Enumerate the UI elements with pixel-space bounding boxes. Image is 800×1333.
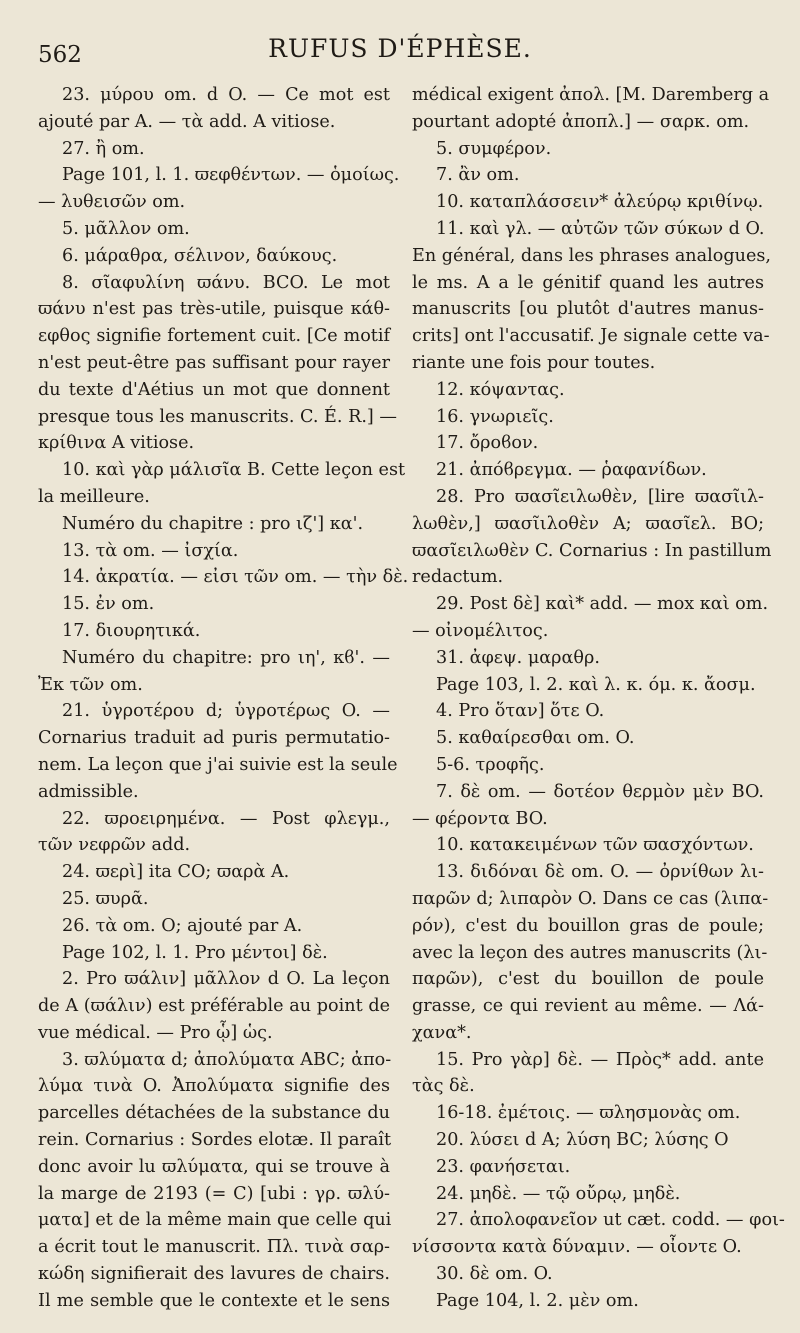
text-line: λύμα τινὰ O. Ἀπολύματα signifie des [38,1076,390,1097]
text-line: 24. ϖερὶ] ita CO; ϖαρὰ A. [62,862,290,883]
text-line: 17. ὄροϐον. [436,433,539,454]
text-line: Ἐκ τῶν om. [38,674,143,695]
text-line: 31. ἀφεψ. μαραθρ. [436,647,600,668]
text-line: admissible. [38,781,139,802]
text-line: Page 102, l. 1. Pro μέντοι] δὲ. [62,942,328,963]
text-line: 23. φανήσεται. [436,1156,571,1177]
page-header [38,30,762,70]
text-line: la meilleure. [38,486,150,507]
text-line: 14. ἀκρατία. — εἰσι τῶν om. — τὴν δὲ. [62,567,409,588]
text-line: Cornarius traduit ad puris permutatio- [38,728,390,749]
text-line: 24. μηδὲ. — τῷ οὔρῳ, μηδὲ. [436,1183,681,1204]
text-line: ματα] et de la même main que celle qui [38,1210,392,1231]
text-line: du texte d'Aétius un mot que donnent [38,379,390,400]
text-line: 16-18. ἐμέτοις. — ϖλησμονὰς om. [436,1103,741,1124]
text-line: εφθος signifie fortement cuit. [Ce motif [38,326,390,347]
text-line: 29. Post δὲ] καὶ* add. — mox καὶ om. [436,594,769,615]
text-line: — φέροντα BO. [412,808,548,829]
text-line: 7. ἂν om. [436,165,520,186]
left-column [38,82,409,1315]
text-line: 4. Pro ὅταν] ὅτε O. [436,701,605,722]
text-line: ϖασῖειλωθὲν C. Cornarius : In pastillum [412,540,772,561]
text-line: nem. La leçon que j'ai suivie est la seule [38,754,398,775]
text-line: 21. ἀπόϐρεγμα. — ῥαφανίδων. [436,460,707,481]
text-line: 5. καθαίρεσθαι om. O. [436,728,635,749]
text-line: Page 103, l. 2. καὶ λ. κ. όμ. κ. ἄοσμ. [436,674,756,695]
text-line: parcelles détachées de la substance du [38,1103,390,1124]
text-line: Page 104, l. 2. μὲν om. [436,1290,639,1311]
text-line: 5. συμφέρον. [436,138,552,159]
text-line: 8. σῖαφυλίνη ϖάνυ. BCO. Le mot [62,272,390,293]
text-line: le ms. A a le génitif quand les autres [412,272,764,293]
text-line: 2. Pro ϖάλιν] μᾶλλον d O. La leçon [62,969,390,990]
text-line: παρῶν), c'est du bouillon de poule [412,969,764,990]
text-line: 15. ἐν om. [62,594,155,615]
text-line: donc avoir lu ϖλύματα, qui se trouve à [38,1156,390,1177]
page-number: 562 [38,42,82,68]
text-line: τῶν νεφρῶν add. [38,835,191,856]
text-line: 23. μύρου om. d O. — Ce mot est [62,85,390,105]
text-line: 16. γνωριεῖς. [436,406,554,427]
text-line: de A (ϖάλιν) est préférable au point de [38,996,390,1017]
text-line: 10. καὶ γὰρ μάλισῖα B. Cette leçon est [62,460,406,481]
text-line: χανα*. [412,1022,472,1043]
text-line: 3. ϖλύματα d; ἀπολύματα ABC; ἀπο- [62,1049,392,1070]
text-line: 30. δὲ om. O. [436,1264,553,1285]
text-line: 28. Pro ϖασῖειλωθὲν, [lire ϖασῖιλ- [436,486,764,507]
text-line: Page 101, l. 1. ϖεφθέντων. — ὁμοίως. [62,165,400,186]
text-line: pourtant adopté ἀποπλ.] — σαρκ. om. [412,111,750,132]
text-line: — οἰνομέλιτος. [412,620,549,641]
text-line: a écrit tout le manuscrit. Πλ. τινὰ σαρ- [38,1237,390,1258]
text-line: presque tous les manuscrits. C. É. R.] — [38,406,397,427]
text-line: ρόν), c'est du bouillon gras de poule; [412,915,764,936]
text-line: 13. τὰ om. — ἰσχία. [62,540,239,561]
text-line: manuscrits [ou plutôt d'autres manus- [412,299,764,320]
text-line: παρῶν d; λιπαρὸν O. Dans ce cas (λιπα- [412,888,769,909]
text-line: 13. διδόναι δὲ om. O. — ὀρνίθων λι- [436,862,764,883]
text-line: 20. λύσει d A; λύση BC; λύσης O [436,1130,729,1151]
text-line: Il me semble que le contexte et le sens [38,1290,390,1311]
text-line: riante une fois pour toutes. [412,352,656,373]
text-line: rein. Cornarius : Sordes elotæ. Il paraît [38,1130,392,1151]
text-line: 27. ἢ om. [62,138,145,159]
text-line: grasse, ce qui revient au même. — Λά- [412,996,764,1017]
text-line: 22. ϖροειρημένα. — Post φλεγμ., [62,808,390,829]
text-line: 12. κόψαντας. [436,379,565,400]
text-line: 5-6. τροφῆς. [436,754,545,775]
text-line: κώδη signifierait des lavures de chairs. [38,1264,390,1285]
text-line: Numéro du chapitre: pro ιη', κϐ'. — [62,647,390,668]
text-line: — λυθεισῶν om. [38,192,186,213]
text-line: λωθὲν,] ϖασῖιλοθὲν A; ϖασῖελ. BO; [412,513,764,534]
text-line: avec la leçon des autres manuscrits (λι- [412,942,768,963]
text-line: En général, dans les phrases analogues, [412,245,771,266]
text-line: 10. καταπλάσσειν* ἀλεύρῳ κριθίνῳ. [436,192,764,213]
text-line: 15. Pro γὰρ] δὲ. — Πρὸς* add. ante [436,1049,764,1070]
text-line: 27. ἀπολοφανεῖον ut cæt. codd. — φοι- [436,1210,785,1231]
text-line: νίσσοντα κατὰ δύναμιν. — οἶοντε O. [412,1237,742,1258]
text-line: Numéro du chapitre : pro ιζ'] κα'. [62,513,364,534]
text-line: vue médical. — Pro ᾧ] ὡς. [38,1022,273,1043]
running-title: RUFUS D'ÉPHÈSE. [268,34,532,63]
text-line: κρίθινα A vitiose. [38,433,195,454]
text-line: 10. κατακειμένων τῶν ϖασχόντων. [436,835,754,856]
text-line: 25. ϖυρᾶ. [62,888,149,909]
text-line: ϖάνυ n'est pas très-utile, puisque κάθ- [38,299,390,320]
text-line: 5. μᾶλλον om. [62,218,190,239]
text-line: 11. καὶ γλ. — αὐτῶν τῶν σύκων d O. [436,218,765,239]
text-line: médical exigent ἀπολ. [M. Daremberg a [412,85,770,105]
text-line: ajouté par A. — τὰ add. A vitiose. [38,111,336,132]
text-line: redactum. [412,567,504,588]
text-line: 21. ὑγροτέρου d; ὑγροτέρως O. — [62,701,390,722]
text-line: 26. τὰ om. O; ajouté par A. [62,915,303,936]
text-line: crits] ont l'accusatif. Je signale cette va- [412,326,770,347]
text-line: la marge de 2193 (= C) [ubi : γρ. ϖλύ- [38,1183,390,1204]
text-line: τὰς δὲ. [412,1076,475,1097]
right-column [412,82,785,1315]
text-line: 6. μάραθρα, σέλινον, δαύκους. [62,245,338,266]
text-line: 7. δὲ om. — δοτέον θερμὸν μὲν BO. [436,781,764,802]
text-line: n'est peut-être pas suffisant pour rayer [38,352,390,373]
text-line: 17. διουρητικά. [62,620,201,641]
